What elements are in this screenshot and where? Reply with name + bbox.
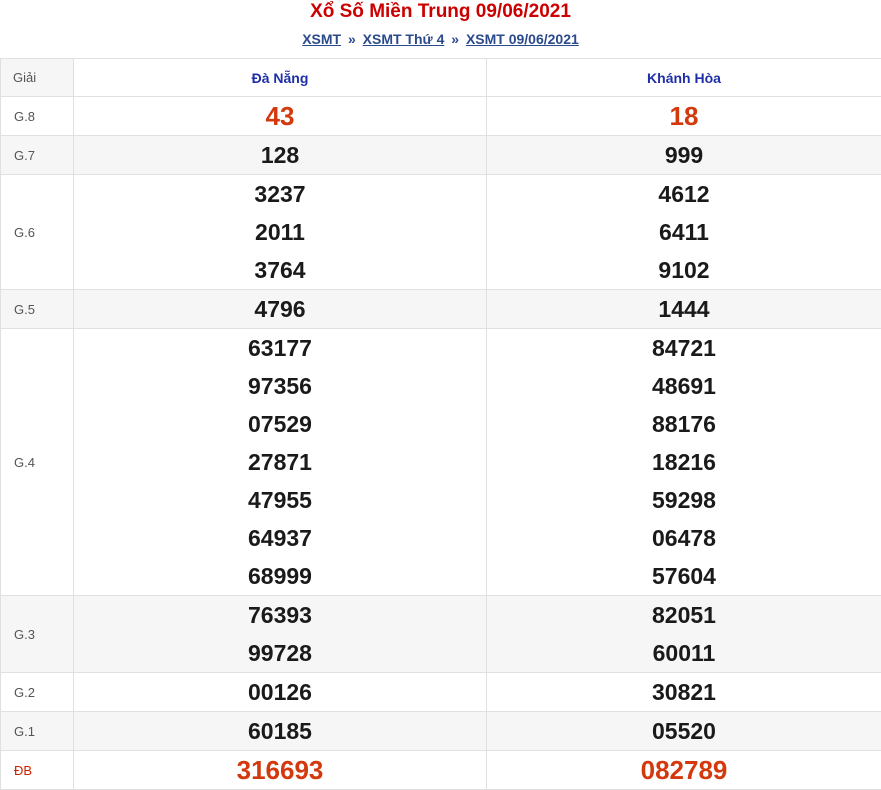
result-number: 3764 [74,251,486,289]
result-number: 2011 [74,213,486,251]
breadcrumb-separator: » [451,31,459,47]
result-cell [74,712,487,751]
result-number: 3237 [74,175,486,213]
result-cell [74,97,487,136]
result-number: 05520 [487,712,881,750]
result-cell [74,329,487,596]
result-cell [487,596,881,673]
result-number: 4796 [74,290,486,328]
result-number: 30821 [487,673,881,711]
result-number: 68999 [74,557,486,595]
result-number: 88176 [487,405,881,443]
table-row [1,290,881,329]
result-number: 64937 [74,519,486,557]
prize-column-header: Giải [1,59,74,97]
prize-label: G.2 [1,673,74,712]
prize-label: G.6 [1,175,74,290]
result-number: 99728 [74,634,486,672]
result-number: 84721 [487,329,881,367]
breadcrumb [0,24,881,58]
result-cell [487,97,881,136]
result-number: 59298 [487,481,881,519]
prize-label: G.5 [1,290,74,329]
result-number: 316693 [74,751,486,789]
result-cell [74,673,487,712]
result-number: 18216 [487,443,881,481]
result-number: 48691 [487,367,881,405]
page-title: Xổ Số Miền Trung 09/06/2021 [0,0,881,24]
prize-label: G.3 [1,596,74,673]
result-cell [487,712,881,751]
result-cell [487,751,881,790]
result-number: 76393 [74,596,486,634]
prize-label: G.7 [1,136,74,175]
table-row [1,329,881,596]
prize-label: G.8 [1,97,74,136]
breadcrumb-link-xsmt[interactable]: XSMT [302,31,341,47]
table-row [1,673,881,712]
result-number: 9102 [487,251,881,289]
result-number: 43 [74,97,486,135]
prize-label: G.1 [1,712,74,751]
result-cell [74,175,487,290]
result-number: 47955 [74,481,486,519]
table-row [1,136,881,175]
table-row [1,97,881,136]
result-cell [487,175,881,290]
breadcrumb-link-xsmt-thu-4[interactable]: XSMT Thứ 4 [363,31,445,47]
table-row [1,712,881,751]
table-row [1,175,881,290]
result-number: 999 [487,136,881,174]
result-number: 00126 [74,673,486,711]
result-cell [487,136,881,175]
result-number: 82051 [487,596,881,634]
result-cell [74,751,487,790]
result-number: 18 [487,97,881,135]
province-header-khanh-hoa: Khánh Hòa [487,59,881,97]
breadcrumb-link-xsmt-date[interactable]: XSMT 09/06/2021 [466,31,579,47]
result-number: 27871 [74,443,486,481]
result-number: 4612 [487,175,881,213]
results-body [1,97,881,790]
result-number: 082789 [487,751,881,789]
results-table [0,58,881,790]
prize-label: G.4 [1,329,74,596]
result-cell [487,329,881,596]
result-cell [487,290,881,329]
result-number: 97356 [74,367,486,405]
province-header-da-nang: Đà Nẵng [74,59,487,97]
breadcrumb-separator: » [348,31,356,47]
result-number: 07529 [74,405,486,443]
result-number: 1444 [487,290,881,328]
result-number: 57604 [487,557,881,595]
result-number: 128 [74,136,486,174]
result-number: 63177 [74,329,486,367]
result-cell [487,673,881,712]
result-number: 60011 [487,634,881,672]
result-number: 6411 [487,213,881,251]
result-cell [74,136,487,175]
result-cell [74,596,487,673]
result-cell [74,290,487,329]
table-row [1,596,881,673]
table-row [1,751,881,790]
result-number: 60185 [74,712,486,750]
result-number: 06478 [487,519,881,557]
table-header-row [1,59,881,97]
prize-label: ĐB [1,751,74,790]
